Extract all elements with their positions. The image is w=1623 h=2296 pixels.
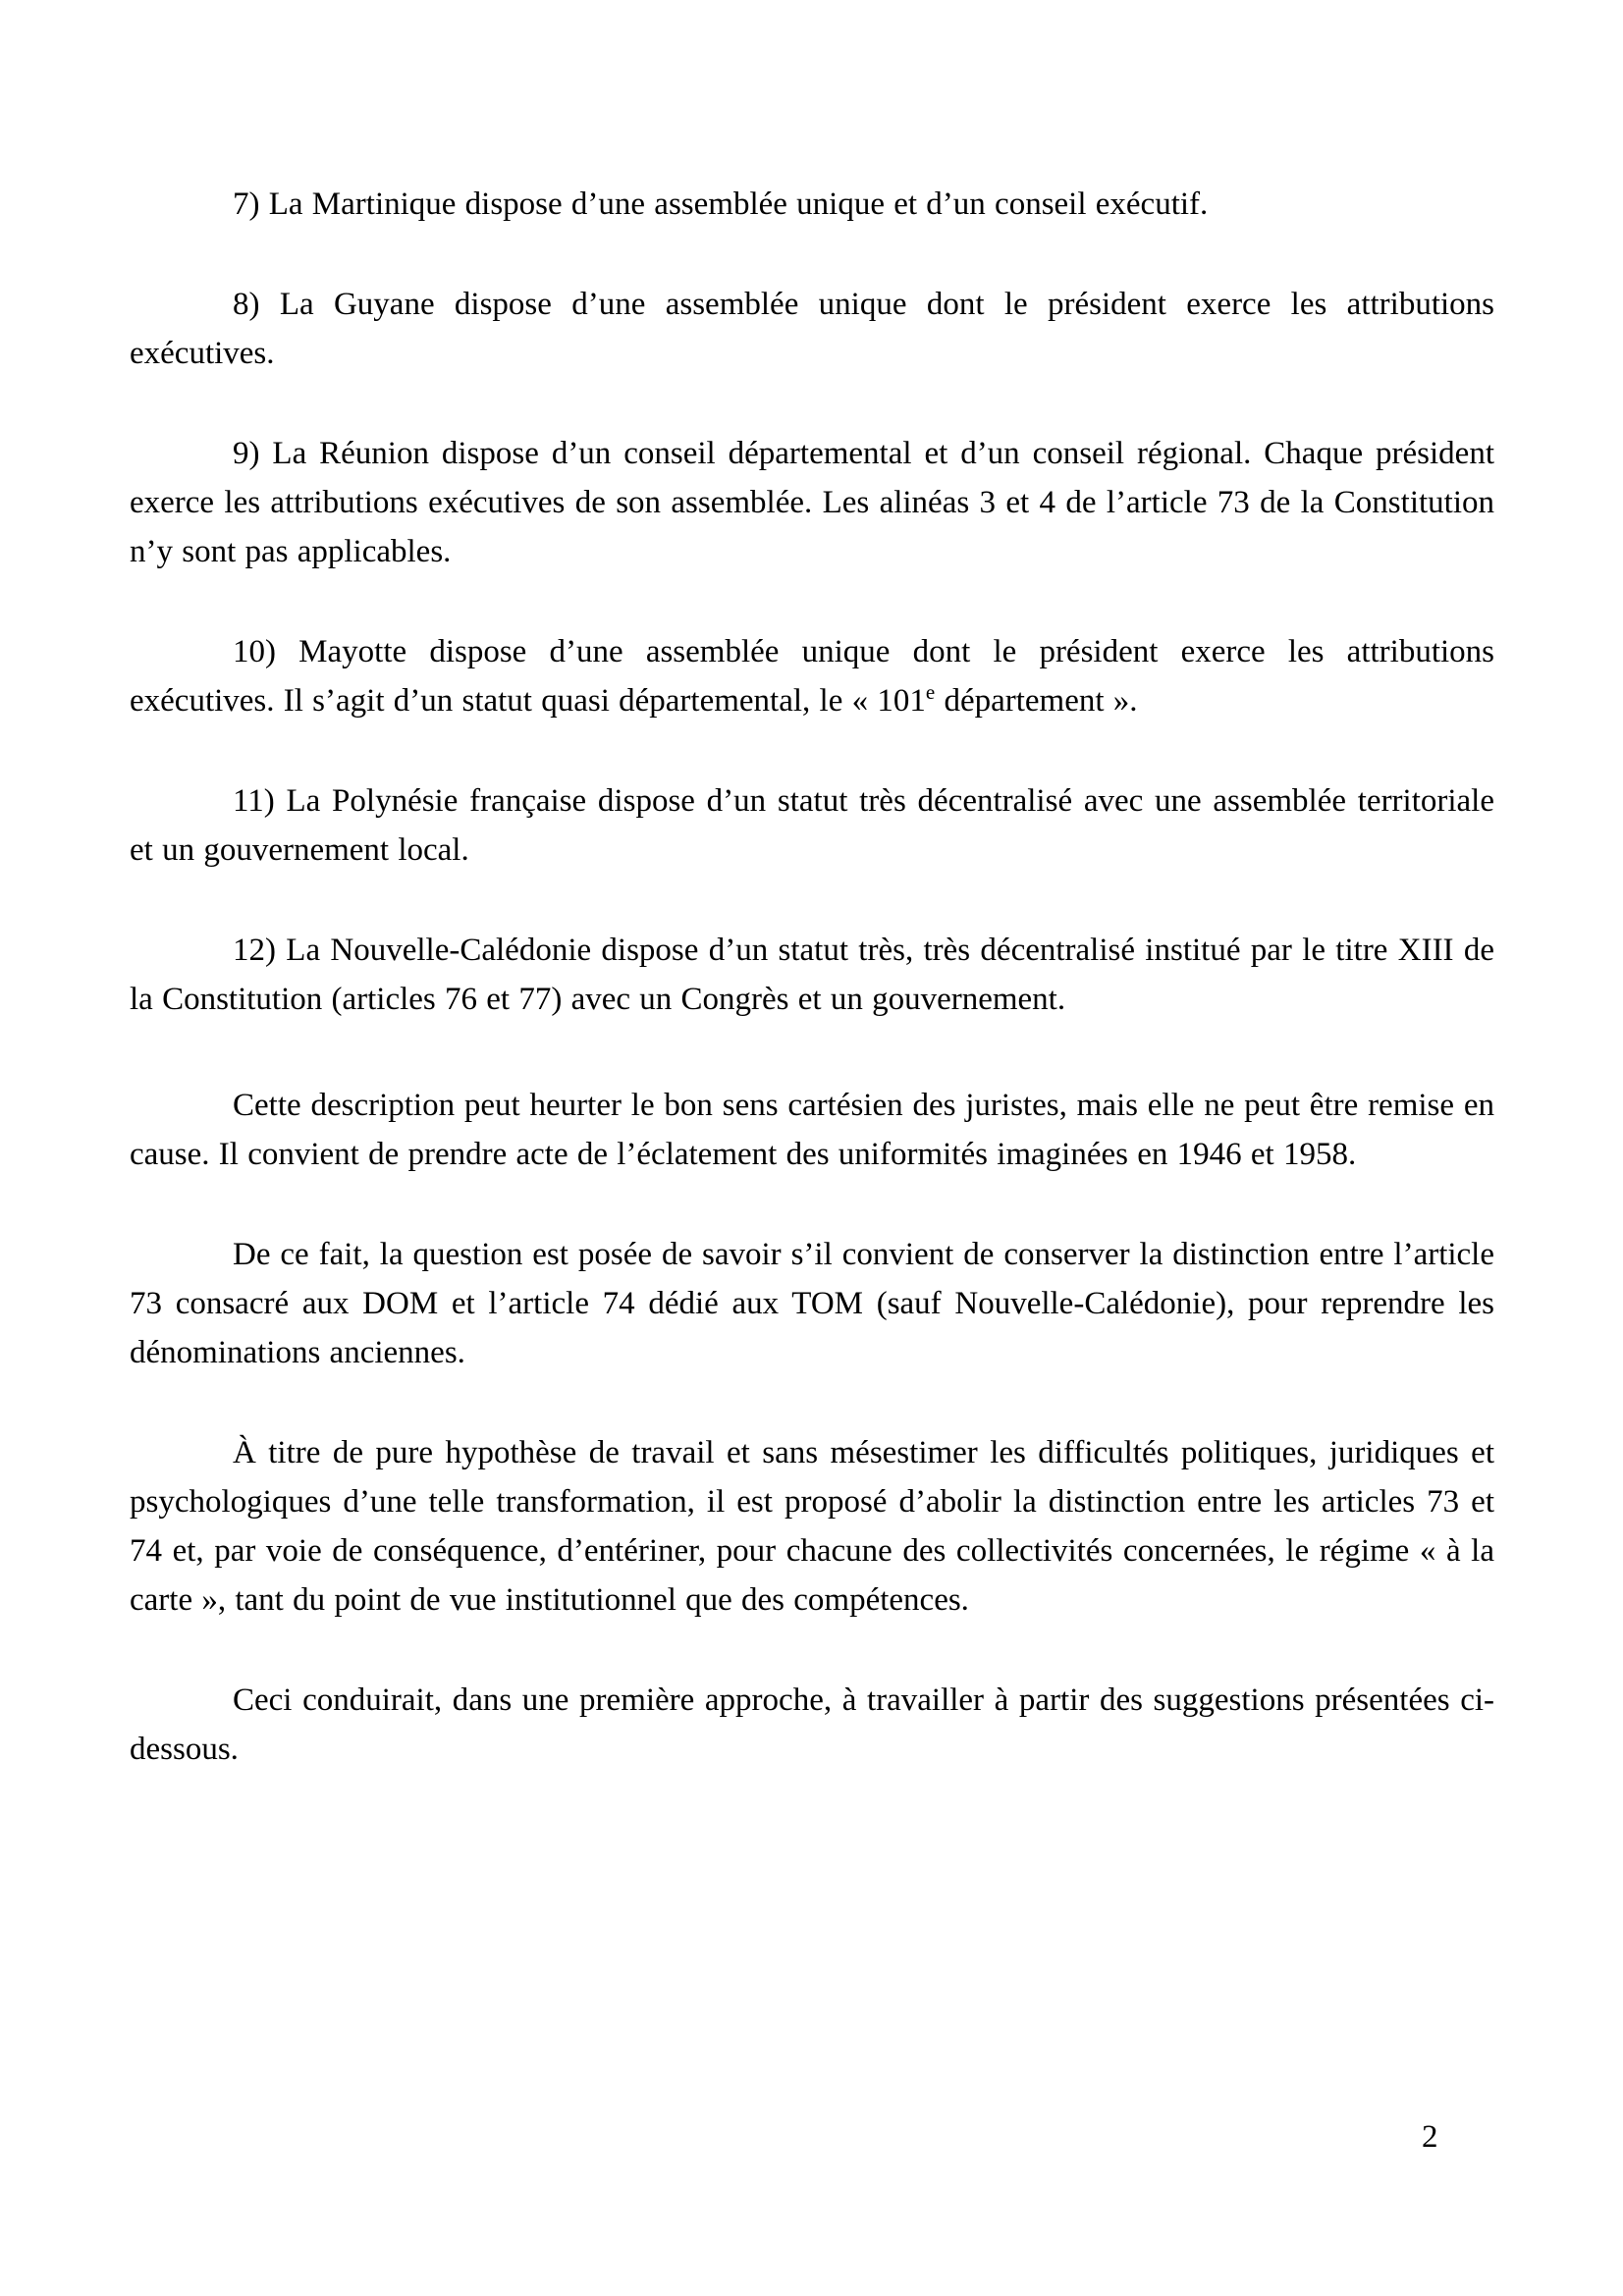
paragraph-hypothese-travail: À titre de pure hypothèse de travail et sans mésestimer les difficultés politiques, juridiques et psychologiques d’une telle transformation, il est proposé d’abolir la distinction entre les articles 73 et 74 et, par voie de conséquence, d’entériner, pour chacune des collectivités concernées, le régime « à la carte », tant du point de vue institutionnel que des compétences.: [130, 1435, 1494, 1618]
numbered-item-10: [130, 627, 1494, 725]
numbered-item-8: 8) La Guyane dispose d’une assemblée unique dont le président exerce les attributions exécutives.: [130, 287, 1494, 371]
numbered-item-10-text-before: 10) Mayotte dispose d’une assemblée unique dont le président exerce les attributions exécutives. Il s’agit d’un statut quasi départemental, le « 101: [130, 634, 1494, 719]
paragraph-conclusion-suggestions: Ceci conduirait, dans une première approche, à travailler à partir des suggestions présentées ci-dessous.: [130, 1682, 1494, 1767]
numbered-item-9: 9) La Réunion dispose d’un conseil départemental et d’un conseil régional. Chaque président exerce les attributions exécutives de son assemblée. Les alinéas 3 et 4 de l’article 73 de la Constitution n’y sont pas applicables.: [130, 436, 1494, 569]
paragraph-question-distinction: De ce fait, la question est posée de savoir s’il convient de conserver la distinction entre l’article 73 consacré aux DOM et l’article 74 dédié aux TOM (sauf Nouvelle-Calédonie), pour reprendre les dénominations anciennes.: [130, 1237, 1494, 1370]
numbered-item-11: 11) La Polynésie française dispose d’un statut très décentralisé avec une assemblée territoriale et un gouvernement local.: [130, 783, 1494, 868]
paragraph-description-remarks: Cette description peut heurter le bon sens cartésien des juristes, mais elle ne peut être remise en cause. Il convient de prendre acte de l’éclatement des uniformités imaginées en 1946 et 1958.: [130, 1088, 1494, 1172]
page-number: 2: [1422, 2119, 1438, 2155]
numbered-item-12: 12) La Nouvelle-Calédonie dispose d’un statut très, très décentralisé institué par le titre XIII de la Constitution (articles 76 et 77) avec un Congrès et un gouvernement.: [130, 933, 1494, 1017]
ordinal-superscript: e: [925, 680, 936, 704]
numbered-item-10-text-after: département ».: [935, 683, 1138, 719]
page-content: [130, 180, 1494, 1825]
numbered-item-7: 7) La Martinique dispose d’une assemblée unique et d’un conseil exécutif.: [233, 187, 1209, 222]
